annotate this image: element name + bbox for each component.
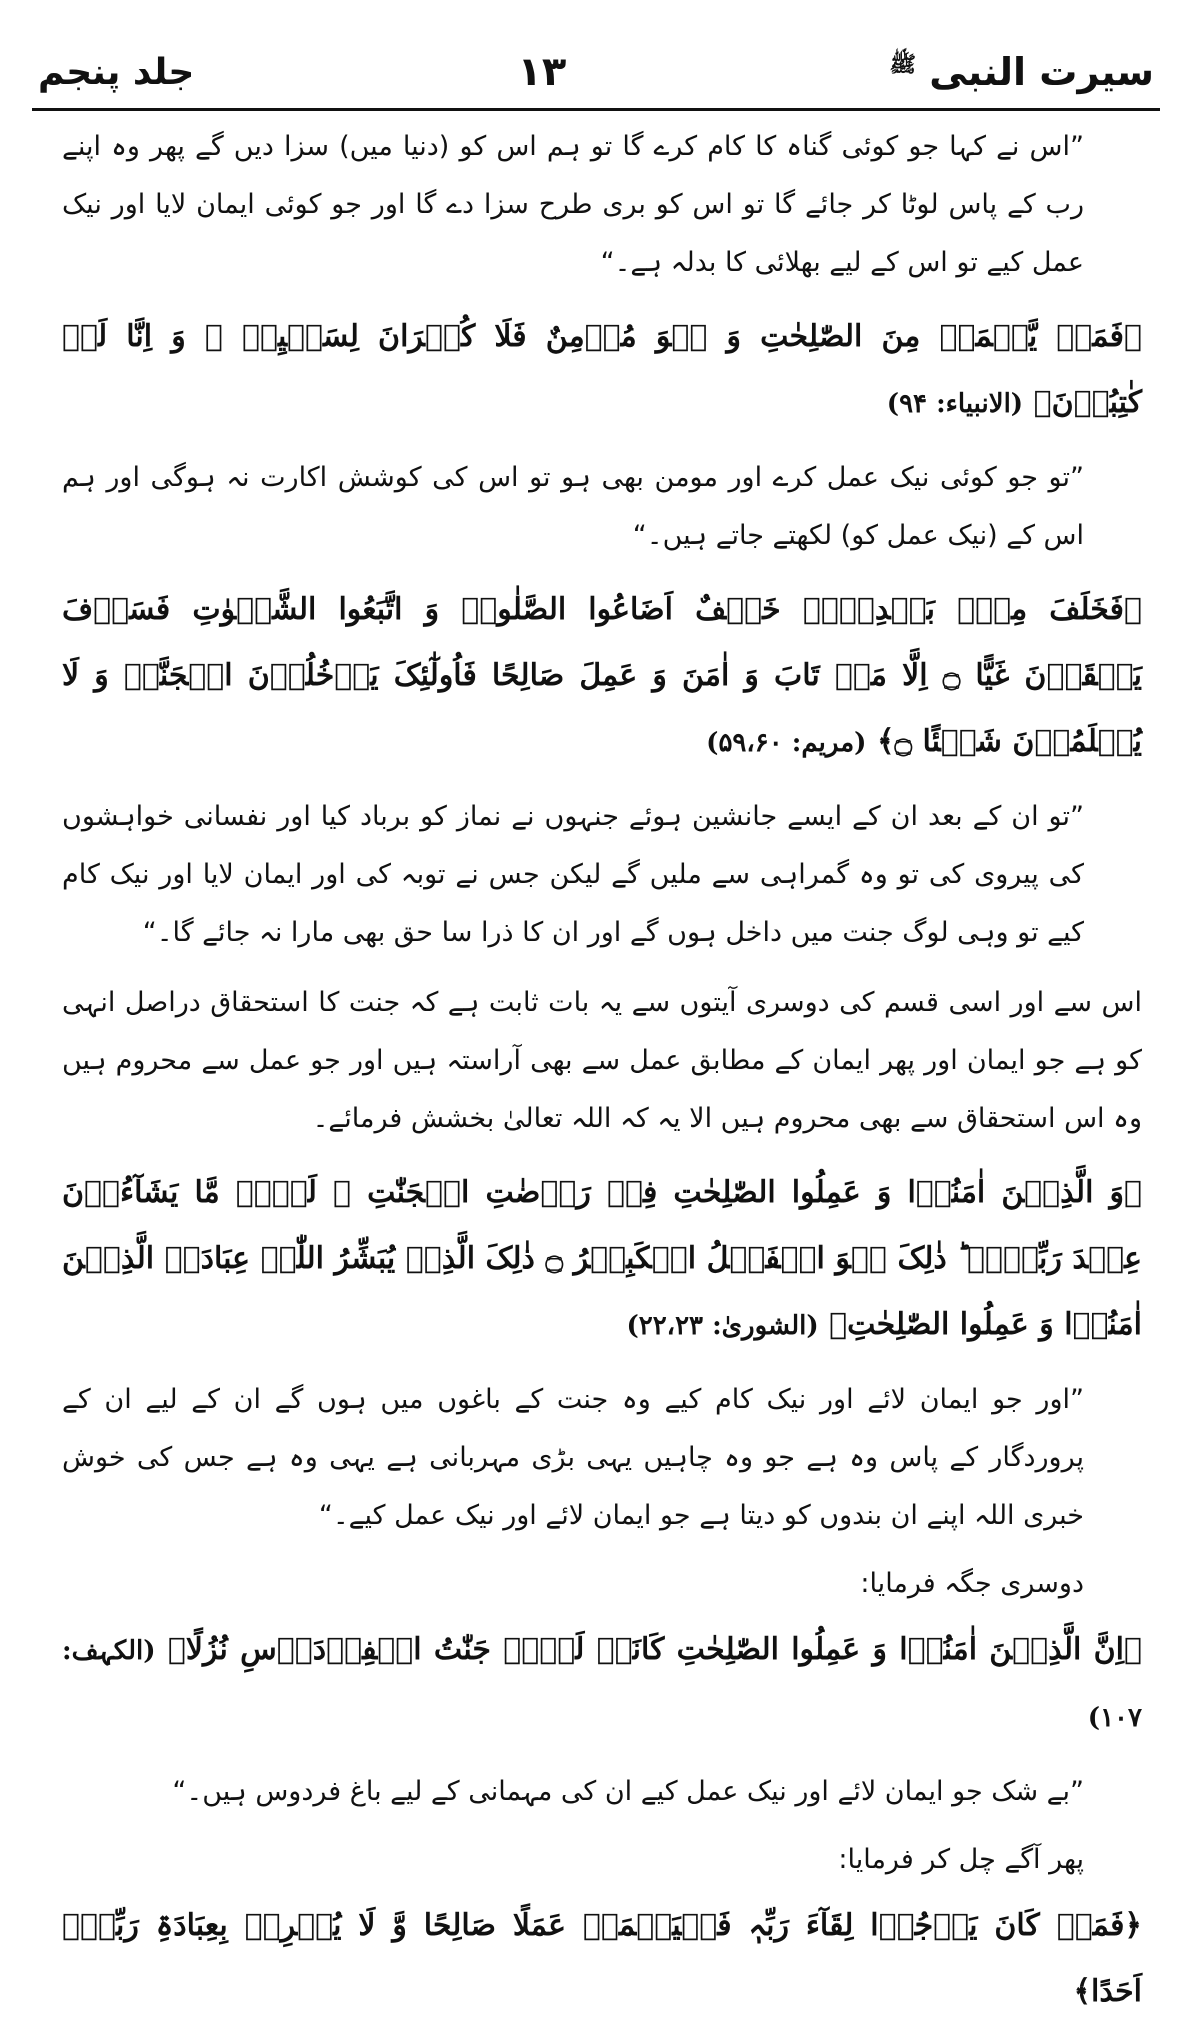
ayah-1 <box>62 304 1142 437</box>
ayah-text: ﴿فَخَلَفَ مِنۡۢ بَعۡدِہِمۡ خَلۡفٌ اَضَاعُوا الصَّلٰوۃَ وَ اتَّبَعُوا الشَّہَوٰتِ فَسَوۡفَ یَلۡقَوۡنَ غَیًّا ۝ اِلَّا مَنۡ تَابَ وَ اٰمَنَ وَ عَمِلَ صَالِحًا فَاُولٰٓئِکَ یَدۡخُلُوۡنَ الۡجَنَّۃَ وَ لَا یُظۡلَمُوۡنَ شَیۡئًا ۝﴾ <box>62 592 1143 759</box>
ayah-text: ﴿فَمَنۡ یَّعۡمَلۡ مِنَ الصّٰلِحٰتِ وَ ہُوَ مُؤۡمِنٌ فَلَا کُفۡرَانَ لِسَعۡیِہٖ ۚ وَ اِنَّا لَہٗ کٰتِبُوۡنَ﴾ <box>62 319 1142 420</box>
page-number: ۱۳ <box>517 49 567 95</box>
ayah-3 <box>62 1160 1142 1359</box>
quote-4: ”اور جو ایمان لائے اور نیک کام کیے وہ جنت کے باغوں میں ہوں گے ان کے لیے ان کے پروردگار کے پاس وہ ہے جو وہ چاہیں یہی بڑی مہربانی ہے یہی وہ ہے جس کی خوش خبری اللہ اپنے ان بندوں کو دیتا ہے جو ایمان لائے اور نیک عمل کیے۔“ <box>62 1384 1084 1531</box>
ayah-reference: (الشوریٰ: ۲۲،۲۳) <box>626 1311 819 1341</box>
ayah-reference: (الکہف: ۱۰۷) <box>62 1636 1142 1733</box>
volume-label: جلد پنجم <box>38 51 195 93</box>
book-title <box>889 50 1154 94</box>
ayah-text: ﴿اِنَّ الَّذِیۡنَ اٰمَنُوۡا وَ عَمِلُوا الصّٰلِحٰتِ کَانَتۡ لَہُمۡ جَنّٰتُ الۡفِرۡدَوۡسِ نُزُلًا﴾ <box>167 1632 1142 1667</box>
book-title-text: سیرت النبی <box>929 50 1154 94</box>
header-divider <box>32 108 1160 111</box>
ayah-reference: (مریم: ۵۹،۶۰) <box>706 728 867 758</box>
ayah-5 <box>62 1893 1142 2025</box>
ayah-2 <box>62 577 1142 776</box>
label-2: پھر آگے چل کر فرمایا: <box>838 1844 1084 1875</box>
ayah-text: ﴿وَ الَّذِیۡنَ اٰمَنُوۡا وَ عَمِلُوا الصّٰلِحٰتِ فِیۡ رَوۡضٰتِ الۡجَنّٰتِ ۚ لَہُمۡ مَّا یَشَآءُوۡنَ عِنۡدَ رَبِّہِمۡ ؕ ذٰلِکَ ہُوَ الۡفَضۡلُ الۡکَبِیۡرُ ۝ ذٰلِکَ الَّذِیۡ یُبَشِّرُ اللّٰہُ عِبَادَہُ الَّذِیۡنَ اٰمَنُوۡا وَ عَمِلُوا الصّٰلِحٰتِ﴾ <box>62 1175 1142 1342</box>
page-header <box>38 40 1154 104</box>
quote-1: ”اس نے کہا جو کوئی گناہ کا کام کرے گا تو ہم اس کو (دنیا میں) سزا دیں گے پھر وہ اپنے رب کے پاس لوٹا کر جائے گا تو اس کو بری طرح سزا دے گا اور جو کوئی ایمان لایا اور نیک عمل کیے تو اس کے لیے بھلائی کا بدلہ ہے۔“ <box>62 131 1084 278</box>
body-paragraph: اس سے اور اسی قسم کی دوسری آیتوں سے یہ بات ثابت ہے کہ جنت کا استحقاق دراصل انہی کو ہے جو ایمان اور پھر ایمان کے مطابق عمل سے بھی آراستہ ہیں اور جو عمل سے محروم ہیں وہ اس استحقاق سے بھی محروم ہیں الا یہ کہ اللہ تعالیٰ بخشش فرمائے۔ <box>62 987 1142 1134</box>
ayah-reference: (الانبیاء: ۹۴) <box>886 389 1024 419</box>
label-1: دوسری جگہ فرمایا: <box>860 1568 1084 1599</box>
page-body <box>62 118 1143 2009</box>
quote-2: ”تو جو کوئی نیک عمل کرے اور مومن بھی ہو تو اس کی کوشش اکارت نہ ہوگی اور ہم اس کے (نیک عمل کو) لکھتے جاتے ہیں۔“ <box>62 462 1084 551</box>
quote-3: ”تو ان کے بعد ان کے ایسے جانشین ہوئے جنہوں نے نماز کو برباد کیا اور نفسانی خواہشوں کی پیروی کی تو وہ گمراہی سے ملیں گے لیکن جس نے توبہ کی اور ایمان لایا اور نیک کام کیے تو وہی لوگ جنت میں داخل ہوں گے اور ان کا ذرا سا حق بھی مارا نہ جائے گا۔“ <box>62 801 1084 948</box>
ayah-4 <box>62 1617 1142 1751</box>
ayah-text: ﴿فَمَنۡ کَانَ یَرۡجُوۡا لِقَآءَ رَبِّہٖ فَلۡیَعۡمَلۡ عَمَلًا صَالِحًا وَّ لَا یُشۡرِکۡ بِعِبَادَۃِ رَبِّہٖۤ اَحَدًا﴾ <box>62 1908 1142 2009</box>
salawat-symbol: ﷺ <box>889 52 917 78</box>
quote-5: ”بے شک جو ایمان لائے اور نیک عمل کیے ان کی مہمانی کے لیے باغ فردوس ہیں۔“ <box>172 1776 1084 1807</box>
